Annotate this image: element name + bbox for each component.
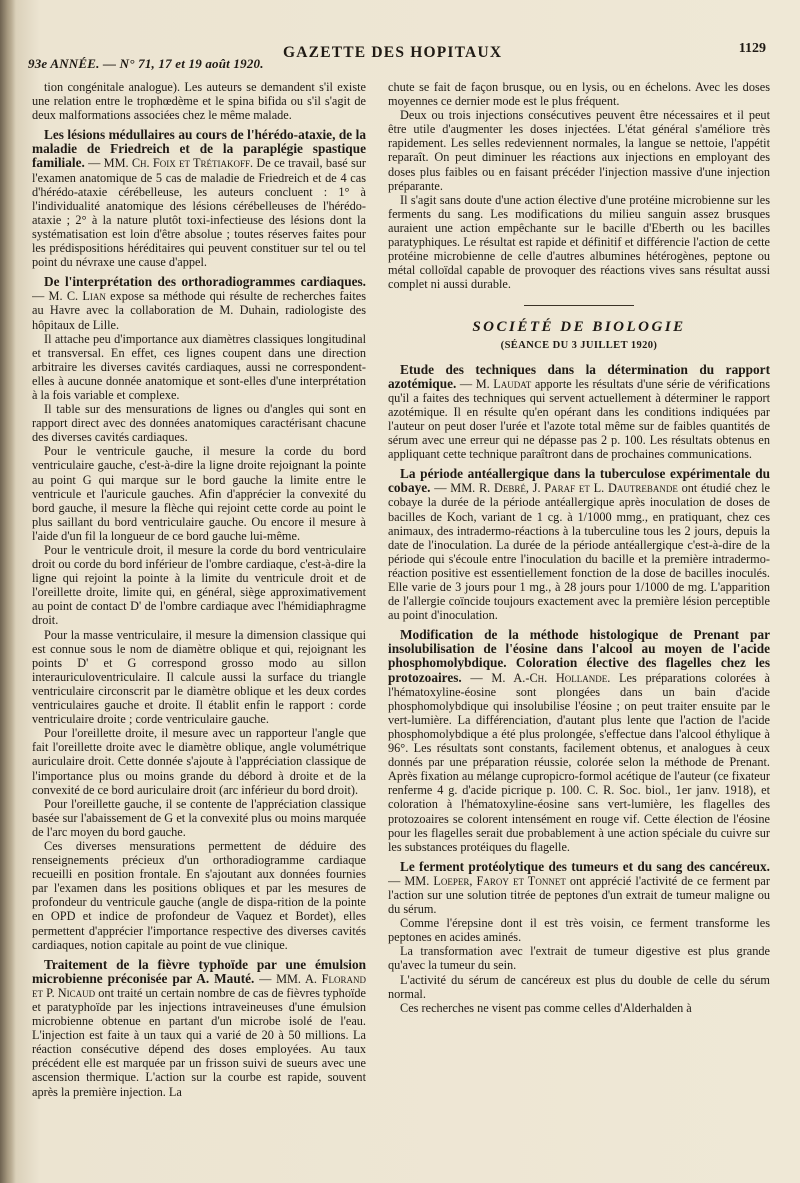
article-fievre-typhoide	[32, 958, 366, 1099]
article-title: Modification de la méthode histologique de Prenant par insolubilisation de l'éosine dans l'alcool au moyen de l'acide phosphomolybdique. Coloration élective des flagelles chez les protozoaires.	[388, 627, 770, 685]
article-periode-anteallergique	[388, 467, 770, 622]
paragraph	[388, 467, 770, 622]
article-authors: — MM. Ch. Foix et Trétiakoff.	[88, 156, 254, 171]
paragraph	[388, 860, 770, 916]
paragraph: Il table sur des mensurations de lignes ou d'angles qui sont en rapport direct avec des données anatomiques caractérisant chacune des diverses cavités cardiaques.	[32, 402, 366, 445]
article-ferment-proteolytique	[388, 860, 770, 1015]
paragraph	[388, 628, 770, 854]
article-methode-prenant	[388, 628, 770, 854]
article-title: La période antéallergique dans la tuberculose expérimentale du cobaye.	[388, 466, 770, 496]
paragraph: tion congénitale analogue). Les auteurs se demandent s'il existe une relation entre le trophœdème et le spina bifida ou s'il s'agit de deux malformations associées chez le même malade.	[32, 80, 366, 123]
article-authors: — MM. R. Debré, J. Paraf et L. Dautrebande	[434, 481, 678, 496]
article-body: expose sa méthode qui résulte de recherches faites au Havre avec la collaboration de M. Duhain, radiologiste des hôpitaux de Lille.	[32, 289, 366, 332]
journal-title: GAZETTE DES HOPITAUX	[283, 44, 503, 61]
paragraph: Comme l'érepsine dont il est très voisin, ce ferment transforme les peptones en acides aminés.	[388, 916, 770, 945]
paragraph: L'activité du sérum de cancéreux est plus du double de celle du sérum normal.	[388, 972, 770, 1001]
left-column	[32, 80, 366, 1173]
paragraph: Pour le ventricule gauche, il mesure la corde du bord ventriculaire gauche, c'est-à-dire la ligne droite rejoignant la pointe au point G qui marque sur le bord gauche la limite entre le ventricule et l'auricule gauches. Afin d'apprécier la convexité du bord gauche, il mesure la flèche qui rejoint cette corde au point le plus saillant du bord ventriculaire gauche. Ou encore il mesure à l'aide d'un fil la longueur de ce bord gauche lui-même.	[32, 444, 366, 543]
paragraph: Pour la masse ventriculaire, il mesure la dimension classique qui est connue sous le nom de diamètre oblique et qui, rejoignant les points D' et G correspond grosso modo au sillon interauriculoventriculaire. Il calcule aussi la surface du triangle ventriculaire circonscrit par le diamètre oblique et les deux cordes ventriculaires gauche et droite. Il établit enfin le rapport : corde ventriculaire droite ; corde ventriculaire gauche.	[32, 627, 366, 727]
page-binding-shadow	[0, 0, 16, 1183]
paragraph: Deux ou trois injections consécutives peuvent être nécessaires et il peut être utile d'augmenter les doses injectées. L'état général s'améliore très rapidement. Les selles redeviennent normales, la langue se nettoie, l'appétit reparaît. On peut diminuer les réactions aux injections en employant des doses plus faibles ou en faisant précéder l'injection massive d'une injection préparante.	[388, 108, 770, 193]
article-title: Etude des techniques dans la détermination du rapport azotémique.	[388, 361, 770, 391]
article-body: Les préparations colorées à l'hématoxyline-éosine sont plongées dans un bain d'acide phosphomolybdique qui insolubilise l'éosine ; on peut traiter ensuite par le vert-lumière. La différenciation, d'autant plus lente que l'action de l'acide phosphomolybdique a été plus prolongée, s'effectue dans l'alcool éthylique à 96°. Les résultats sont constants, facilement obtenus, et analogues à ceux donnés par une préparation réussie, colorée selon la méthode de Prenant. Après fixation au mélange cupropicro-formol acétique de l'auteur (ce fixateur renferme 4 g. d'acide picrique p. 100. C. R. Soc. biol., 1er janv. 1918), et coloration à l'hématoxyline-éosine sans vert-lumière, les flagelles des protozoaires se colorent intensément en rouge vif. Cette élection de l'éosine pour les flagelles serait due probablement à une action spéciale du cuivre sur les substances protéiques du flagelle.	[388, 670, 770, 854]
article-body: ont étudié chez le cobaye la durée de la période antéallergique après inoculation de doses de bacilles de Koch, variant de 1 cg. à 1/1000 mmg., en pratiquant, chez ces animaux, des intradermo-réactions à la tuberculine tous les 2 jours, depuis la date de l'inoculation. La durée de la période antéallergique c'est-à-dire de la période qui s'écoule entre l'inoculation du bacille et la première intradermo-réaction positive est essentiellement fonction de la dose de bacilles inoculés. Elle varie de 3 jours pour 1 mg., à 28 jours pour 1/1000 de mg. L'apparition de l'allergie coïncide toujours exactement avec la première lésion perceptible au point d'inoculation.	[388, 481, 770, 623]
article-friedreich	[32, 128, 366, 269]
section-divider	[524, 305, 634, 306]
paragraph: Pour le ventricule droit, il mesure la corde du bord ventriculaire droit ou corde du bord inférieur de l'ombre cardiaque, c'est-à-dire la ligne qui rejoint la pointe à la limite du ventricule droit et de l'oreillette droite, limite qui, en général, siège approximativement au point de contact D' de l'ombre cardiaque avec l'hémidiaphragme droit.	[32, 543, 366, 628]
article-body: apporte les résultats d'une série de vérifications qu'il a faites des techniques qui servent actuellement à déterminer le rapport azotémique. Il en résulte qu'en opérant dans les conditions indiquées par l'auteur on peut doser l'urée et l'azote total même sur de faibles quantités de sérum avec une erreur qui ne dépasse pas 2 p. 100. Les résultats obtenus en appliquant cette technique paraîtront dans de prochaines communications.	[388, 376, 770, 462]
article-authors: — M. C. Lian	[32, 289, 106, 304]
article-body: ont traité un certain nombre de cas de fièvres typhoïde et paratyphoïde par les injections intraveineuses d'une émulsion microbienne obtenue en partant d'un microbe isolé de l'eau. L'injection est faite à un taux qui a varié de 20 à 50 millions. La réaction consécutive dépend des doses employées. Au taux précédent elle est marquée par un frisson suivi de sueurs avec une ascension thermique. L'action sur la courbe est rapide, souvent après la première injection. La	[32, 985, 366, 1099]
article-body: De ce travail, basé sur l'examen anatomique de 5 cas de maladie de Friedreich et de 4 cas d'hérédo-ataxie cérébelleuse, les auteurs concluent : 1° à l'individualité anatomique des lésions cérébelleuses de l'hérédo-ataxie ; 2° à la nature plutôt toxi-infectieuse des lésions dont la systématisation est loin d'être absolue ; toutes réserves faites pour les prédispositions héréditaires qui peuvent constituer sur tel ou tel point du névraxe une cause d'appel.	[32, 156, 366, 270]
paragraph	[32, 275, 366, 331]
article-authors: — M. A.-Ch. Hollande.	[470, 670, 611, 685]
article-title: Traitement de la fièvre typhoïde par une émulsion microbienne préconisée par A. Mauté.	[32, 956, 366, 986]
right-column	[388, 80, 770, 1173]
paragraph: Pour l'oreillette gauche, il se contente de l'appréciation classique basée sur l'abaissement de G et la convexité plus ou moins marquée de l'arc moyen du bord gauche.	[32, 796, 366, 839]
paragraph: Il s'agit sans doute d'une action élective d'une protéine microbienne sur les ferments du sang. Les modifications du milieu sanguin assez brusques auraient une action empêchante sur le bacille d'Eberth ou les bacilles paratyphiques. Le résultat est rapide et définitif et différencie l'action de cette protéine microbienne de celle d'autres albumines hétérogènes, peptone ou métal colloïdal capable de provoquer des réactions vives sans résultat aussi complet ni aussi durable.	[388, 192, 770, 292]
article-rapport-azotemique	[388, 363, 770, 462]
page-header	[28, 36, 766, 72]
session-date: (SÉANCE DU 3 JUILLET 1920)	[500, 339, 658, 351]
paragraph: La transformation avec l'extrait de tumeur digestive est plus grande qu'avec la tumeur du sein.	[388, 944, 770, 973]
paragraph: Ces recherches ne visent pas comme celles d'Alderhalden à	[400, 1000, 692, 1015]
paragraph: Pour l'oreillette droite, il mesure avec un rapporteur l'angle que fait l'oreillette droite avec le diamètre oblique, angle volumétrique auriculaire droit. Cette donnée s'ajoute à l'appréciation classique de l'importance plus ou moins grande du débord à droite et de la convexité de ce bord auriculaire droit (arc inférieur du bord droit).	[32, 726, 366, 797]
page-number: 1129	[738, 41, 766, 56]
paragraph: Ces diverses mensurations permettent de déduire des renseignements précieux d'un orthoradiogramme cardiaque recueilli en position frontale. En s'ajoutant aux données fournies par l'examen dans les positions obliques et par les mesures de profondeur du ventricule gauche (angle de dispa-rition de la pointe en OPD et indice de profondeur de Vaquez et Bordet), elles permettent d'apprécier l'importance respective des diverses cavités cardiaques, notion capitale au point de vue clinique.	[32, 838, 366, 952]
article-title: Le ferment protéolytique des tumeurs et du sang des cancéreux.	[400, 858, 770, 874]
article-title: De l'interprétation des orthoradiogrammes cardiaques.	[44, 274, 366, 290]
article-title: Les lésions médullaires au cours de l'hérédo-ataxie, de la maladie de Friedreich et de la paraplégie spastique familiale.	[32, 127, 366, 171]
paragraph	[32, 128, 366, 269]
society-heading: SOCIÉTÉ DE BIOLOGIE	[472, 319, 686, 336]
article-authors: — MM. Loeper, Faroy et Tonnet	[388, 873, 566, 888]
issue-line: 93e ANNÉE. — N° 71, 17 et 19 août 1920.	[28, 56, 264, 71]
article-orthoradiogrammes	[32, 275, 366, 952]
paragraph	[388, 363, 770, 462]
paragraph: chute se fait de façon brusque, ou en lysis, ou en échelons. Avec les doses moyennes ce dernier mode est le plus fréquent.	[388, 80, 770, 109]
paragraph: Il attache peu d'importance aux diamètres classiques longitudinal et transversal. En effet, ces lignes coupent dans une direction arbitraire les diverses cavités cardiaques, aussi ne correspondent-elles à aucune donnée anatomique et sont-elles d'une interprétation à la fois variable et complexe.	[32, 331, 366, 402]
paragraph	[32, 958, 366, 1099]
article-continuation	[32, 80, 366, 122]
article-authors: — MM. A. Florand et P. Nicaud	[32, 971, 366, 1000]
article-authors: — M. Laudat	[459, 376, 532, 391]
article-body: ont apprécié l'activité de ce ferment par l'action sur une solution titrée de peptones d'un extrait de tumeur maligne ou du sérum.	[388, 873, 770, 917]
